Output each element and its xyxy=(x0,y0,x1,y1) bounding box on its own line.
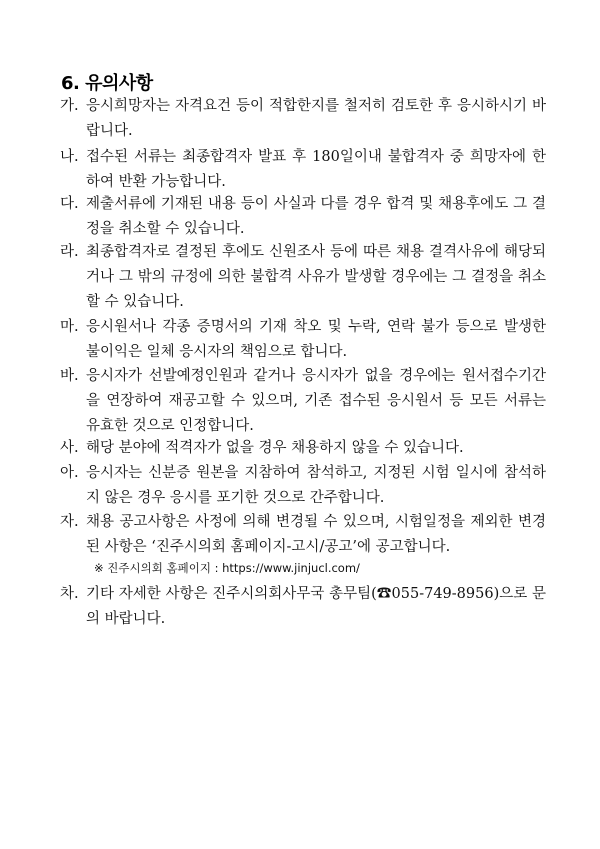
list-item xyxy=(60,315,546,365)
item-marker: 자. xyxy=(60,514,79,530)
list-item xyxy=(60,461,546,511)
list-item xyxy=(60,364,546,439)
item-marker: 라. xyxy=(60,244,79,260)
item-text: 기타 자세한 사항은 진주시의회사무국 총무팀(☎055-749-8956)으로 문의 바랍니다. xyxy=(86,586,546,627)
section-title: 6. 유의사항 xyxy=(61,73,153,94)
item-text: 제출서류에 기재된 내용 등이 사실과 다를 경우 합격 및 채용후에도 그 결정을 취소할 수 있습니다. xyxy=(86,196,546,237)
list-item xyxy=(60,192,546,242)
list-item xyxy=(60,240,546,315)
item-marker: 마. xyxy=(60,319,79,335)
homepage-note: ※ 진주시의회 홈페이지 : https://www.jinjucl.com/ xyxy=(94,561,360,575)
list-item xyxy=(60,436,546,461)
item-marker: 다. xyxy=(60,196,79,212)
item-text: 최종합격자로 결정된 후에도 신원조사 등에 따른 채용 결격사유에 해당되거나 그 밖의 규정에 의한 불합격 사유가 발생할 경우에는 그 결정을 취소할 수 있습니다. xyxy=(86,244,546,310)
item-text: 접수된 서류는 최종합격자 발표 후 180일이내 불합격자 중 희망자에 한하여 반환 가능합니다. xyxy=(86,149,546,190)
item-text: 응시자가 선발예정인원과 같거나 응시자가 없을 경우에는 원서접수기간을 연장하여 재공고할 수 있으며, 기존 접수된 응시원서 등 모든 서류는 유효한 것으로 인정합니다. xyxy=(86,368,546,434)
list-item xyxy=(60,94,546,144)
item-text: 응시희망자는 자격요건 등이 적합한지를 철저히 검토한 후 응시하시기 바랍니다. xyxy=(86,98,546,139)
item-text: 채용 공고사항은 사정에 의해 변경될 수 있으며, 시험일정을 제외한 변경된 사항은 ‘진주시의회 홈페이지-고시/공고’에 공고합니다. xyxy=(86,514,546,555)
item-marker: 사. xyxy=(60,440,79,456)
list-item xyxy=(60,582,546,632)
item-marker: 바. xyxy=(60,368,79,384)
item-marker: 차. xyxy=(60,586,79,602)
list-item xyxy=(60,510,546,560)
item-text: 해당 분야에 적격자가 없을 경우 채용하지 않을 수 있습니다. xyxy=(86,440,464,456)
item-marker: 아. xyxy=(60,465,79,481)
item-marker: 나. xyxy=(60,149,79,165)
item-marker: 가. xyxy=(60,98,79,114)
item-text: 응시원서나 각종 증명서의 기재 착오 및 누락, 연락 불가 등으로 발생한 불이익은 일체 응시자의 책임으로 합니다. xyxy=(86,319,546,360)
item-text: 응시자는 신분증 원본을 지참하여 참석하고, 지정된 시험 일시에 참석하지 않은 경우 응시를 포기한 것으로 간주합니다. xyxy=(86,465,546,506)
list-item xyxy=(60,145,546,195)
